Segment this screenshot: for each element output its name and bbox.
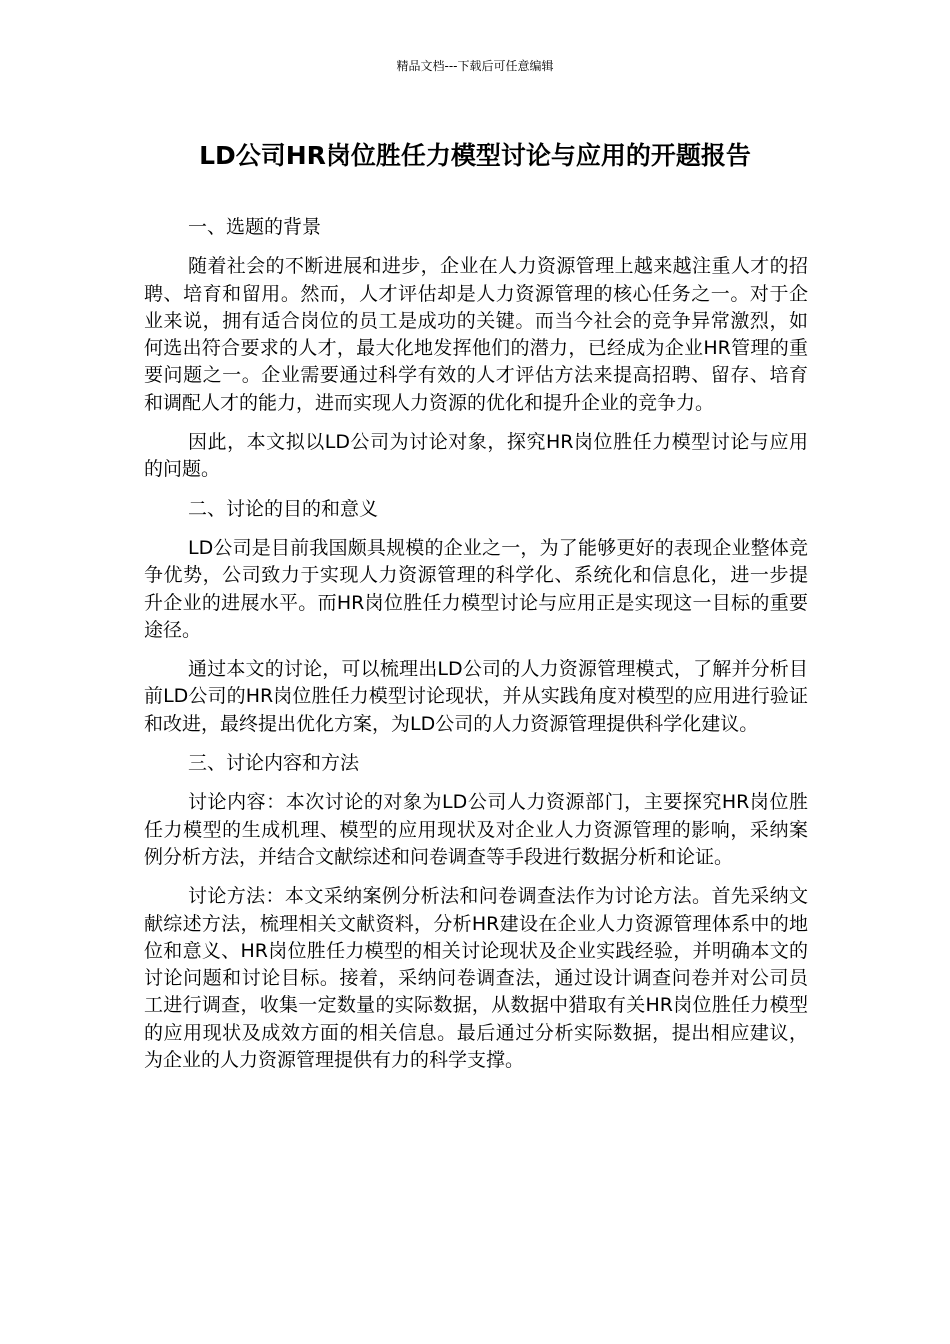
- document-body: [144, 214, 808, 1086]
- paragraph: LD公司是目前我国颇具规模的企业之一，为了能够更好的表现企业整体竞争优势，公司致力于实现人力资源管理的科学化、系统化和信息化，进一步提升企业的进展水平。而HR岗位胜任力模型讨论与应用正是实现这一目标的重要途径。: [144, 536, 808, 641]
- paragraph: 因此，本文拟以LD公司为讨论对象，探究HR岗位胜任力模型讨论与应用的问题。: [144, 431, 808, 481]
- header-note: 精品文档---下载后可任意编辑: [396, 59, 554, 73]
- section-heading-content-method: 三、讨论内容和方法: [188, 752, 360, 775]
- section-heading-background: 一、选题的背景: [188, 216, 322, 238]
- section-heading-purpose: 二、讨论的目的和意义: [188, 497, 379, 520]
- document-title: LD公司HR岗位胜任力模型讨论与应用的开题报告: [199, 141, 751, 170]
- paragraph: 随着社会的不断进展和进步，企业在人力资源管理上越来越注重人才的招聘、培育和留用。然而，人才评估却是人力资源管理的核心任务之一。对于企业来说，拥有适合岗位的员工是成功的关键。而当今社会的竞争异常激烈，如何选出符合要求的人才，最大化地发挥他们的潜力，已经成为企业HR管理的重要问题之一。企业需要通过科学有效的人才评估方法来提高招聘、留存、培育和调配人才的能力，进而实现人力资源的优化和提升企业的竞争力。: [144, 255, 808, 414]
- paragraph: 通过本文的讨论，可以梳理出LD公司的人力资源管理模式，了解并分析目前LD公司的HR岗位胜任力模型讨论现状，并从实践角度对模型的应用进行验证和改进，最终提出优化方案，为LD公司的人力资源管理提供科学化建议。: [144, 658, 808, 735]
- paragraph: 讨论方法：本文采纳案例分析法和问卷调查法作为讨论方法。首先采纳文献综述方法，梳理相关文献资料，分析HR建设在企业人力资源管理体系中的地位和意义、HR岗位胜任力模型的相关讨论现状及企业实践经验，并明确本文的讨论问题和讨论目标。接着，采纳问卷调查法，通过设计调查问卷并对公司员工进行调查，收集一定数量的实际数据，从数据中猎取有关HR岗位胜任力模型的应用现状及成效方面的相关信息。最后通过分析实际数据，提出相应建议，为企业的人力资源管理提供有力的科学支撑。: [144, 885, 808, 1072]
- paragraph: 讨论内容：本次讨论的对象为LD公司人力资源部门，主要探究HR岗位胜任力模型的生成机理、模型的应用现状及对企业人力资源管理的影响，采纳案例分析方法，并结合文献综述和问卷调查等手段进行数据分析和论证。: [144, 791, 808, 868]
